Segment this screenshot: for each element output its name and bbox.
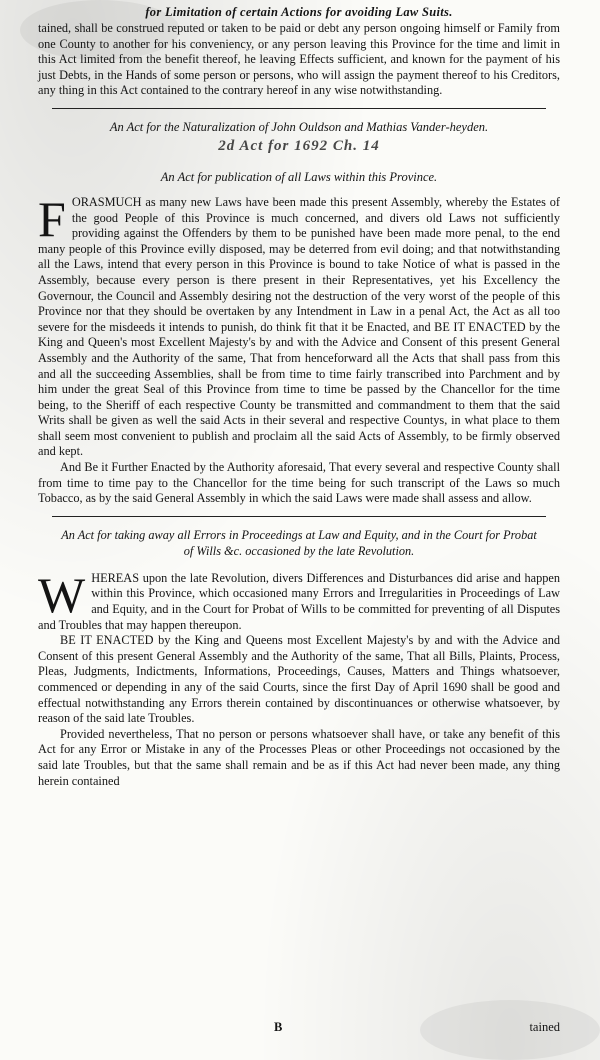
page-content <box>38 4 560 789</box>
handwritten-annotation: 2d Act for 1692 Ch. 14 <box>218 137 380 154</box>
drop-cap: F <box>38 190 66 247</box>
naturalization-act-title: An Act for the Naturalization of John Ouldson and Mathias Vander-heyden. <box>109 119 489 134</box>
errors-act-title: An Act for taking away all Errors in Proceedings at Law and Equity, and in the Court for Probat of Wills &c. occasioned by the late Revolution. <box>61 527 537 558</box>
section-divider <box>52 108 546 109</box>
publication-act-title: An Act for publication of all Laws within this Province. <box>160 169 438 184</box>
running-head: for Limitation of certain Actions for avoiding Law Suits. <box>145 5 453 19</box>
errors-act-paragraph-2: BE IT ENACTED by the King and Queens most Excellent Majesty's by and with the Advice and Consent of this present General Assembly and the Authority of the same, That all Bills, Plaints, Process, Pleas, Judgments, Indictments, Informations, Proceedings, Causes, Matters and Things whatsoever, commenced or depending in any of the said Courts, since the first Day of April 1690 shall be good and effectual notwithstanding any Errors therein contained by discontinuances or otherwise whatsoever, by reason of the said late Troubles. <box>38 633 560 726</box>
errors-act-paragraph-1 <box>38 566 560 633</box>
publication-act-paragraph-2: And Be it Further Enacted by the Authority aforesaid, That every several and respective County shall from time to time pay to the Chancellor for the time being for such transcript of the Laws so much Tobacco, as by the said General Assembly in which the said Laws were made shall assess and allow. <box>38 460 560 506</box>
errors-act-paragraph-3: Provided nevertheless, That no person or persons whatsoever shall have, or take any benefit of this Act for any Error or Mistake in any of the Processes Pleas or other Proceedings not occasioned by the said late Troubles, but that the same shall remain and be as if this Act had never been made, any thing herein contained <box>38 726 560 788</box>
paragraph-text: HEREAS upon the late Revolution, divers Differences and Disturbances did arise and happen within this Province, which occasioned many Errors and Irregularities in Proceedings of Law and Equity, and in the Court for Probat of Wills to be committed for preventing of all Disputes and Troubles that may happen thereupon. <box>38 570 560 632</box>
publication-act-paragraph-1 <box>38 190 560 460</box>
section-divider <box>52 516 546 517</box>
page-footer <box>38 1020 560 1046</box>
paragraph-text: ORASMUCH as many new Laws have been made this present Assembly, whereby the Estates of the good People of this Province is much concerned, and divers old Laws not sufficiently providing against the Offenders by them to be punished have been made more penal, to the end many people of this Province evilly disposed, may be deterred from evil doing; and that notwithstanding all the Laws, intend that every person in this Province is bound to take Notice of what is passed in the Assembly, because every person is there present in their Representatives, yet his Excellency the Governour, the Council and Assembly desiring not the destruction of the very worst of the people of this Province nor that they should be overtaken by any Intendment in Law in a penal Act, the Act as all too severe for the misdeeds it intends to punish, do think fit that it be Enacted, and BE IT ENACTED by the King and Queen's most Excellent Majesty's by and with the Advice and Consent of this present General Assembly and the Authority of the same, That from henceforward all the Acts that shall pass from this and all the succeeding Assemblies, shall be from time to time fairly transcribed into Parchment and by him under the great Seal of this Province from time to time be passed by the Chancellor for the time being, to the Sheriff of each respective County be transmitted and commandment to them that the said Writs shall be given as well the said Acts in their several and respective Countys, in what place to them shall seem most convenient to publish and proclaim all the said Acts of Assembly, to be firmly observed and kept. <box>38 194 560 459</box>
drop-cap: W <box>38 566 86 623</box>
catchword: tained <box>529 1020 560 1034</box>
signature-mark: B <box>274 1020 283 1034</box>
limitation-act-continuation: tained, shall be construed reputed or taken to be paid or debt any person ongoing himself or Family from one County to another for his conveniency, or any person leaving this Province for the time and limit in this Act limited from the benefit thereof, he leaving Effects sufficient, and known for the payment of his just Debts, in the Hands of some person or persons, who will assign the payment thereof to his Creditors, any thing in this Act contained to the contrary hereof in any wise notwithstanding. <box>38 21 560 98</box>
